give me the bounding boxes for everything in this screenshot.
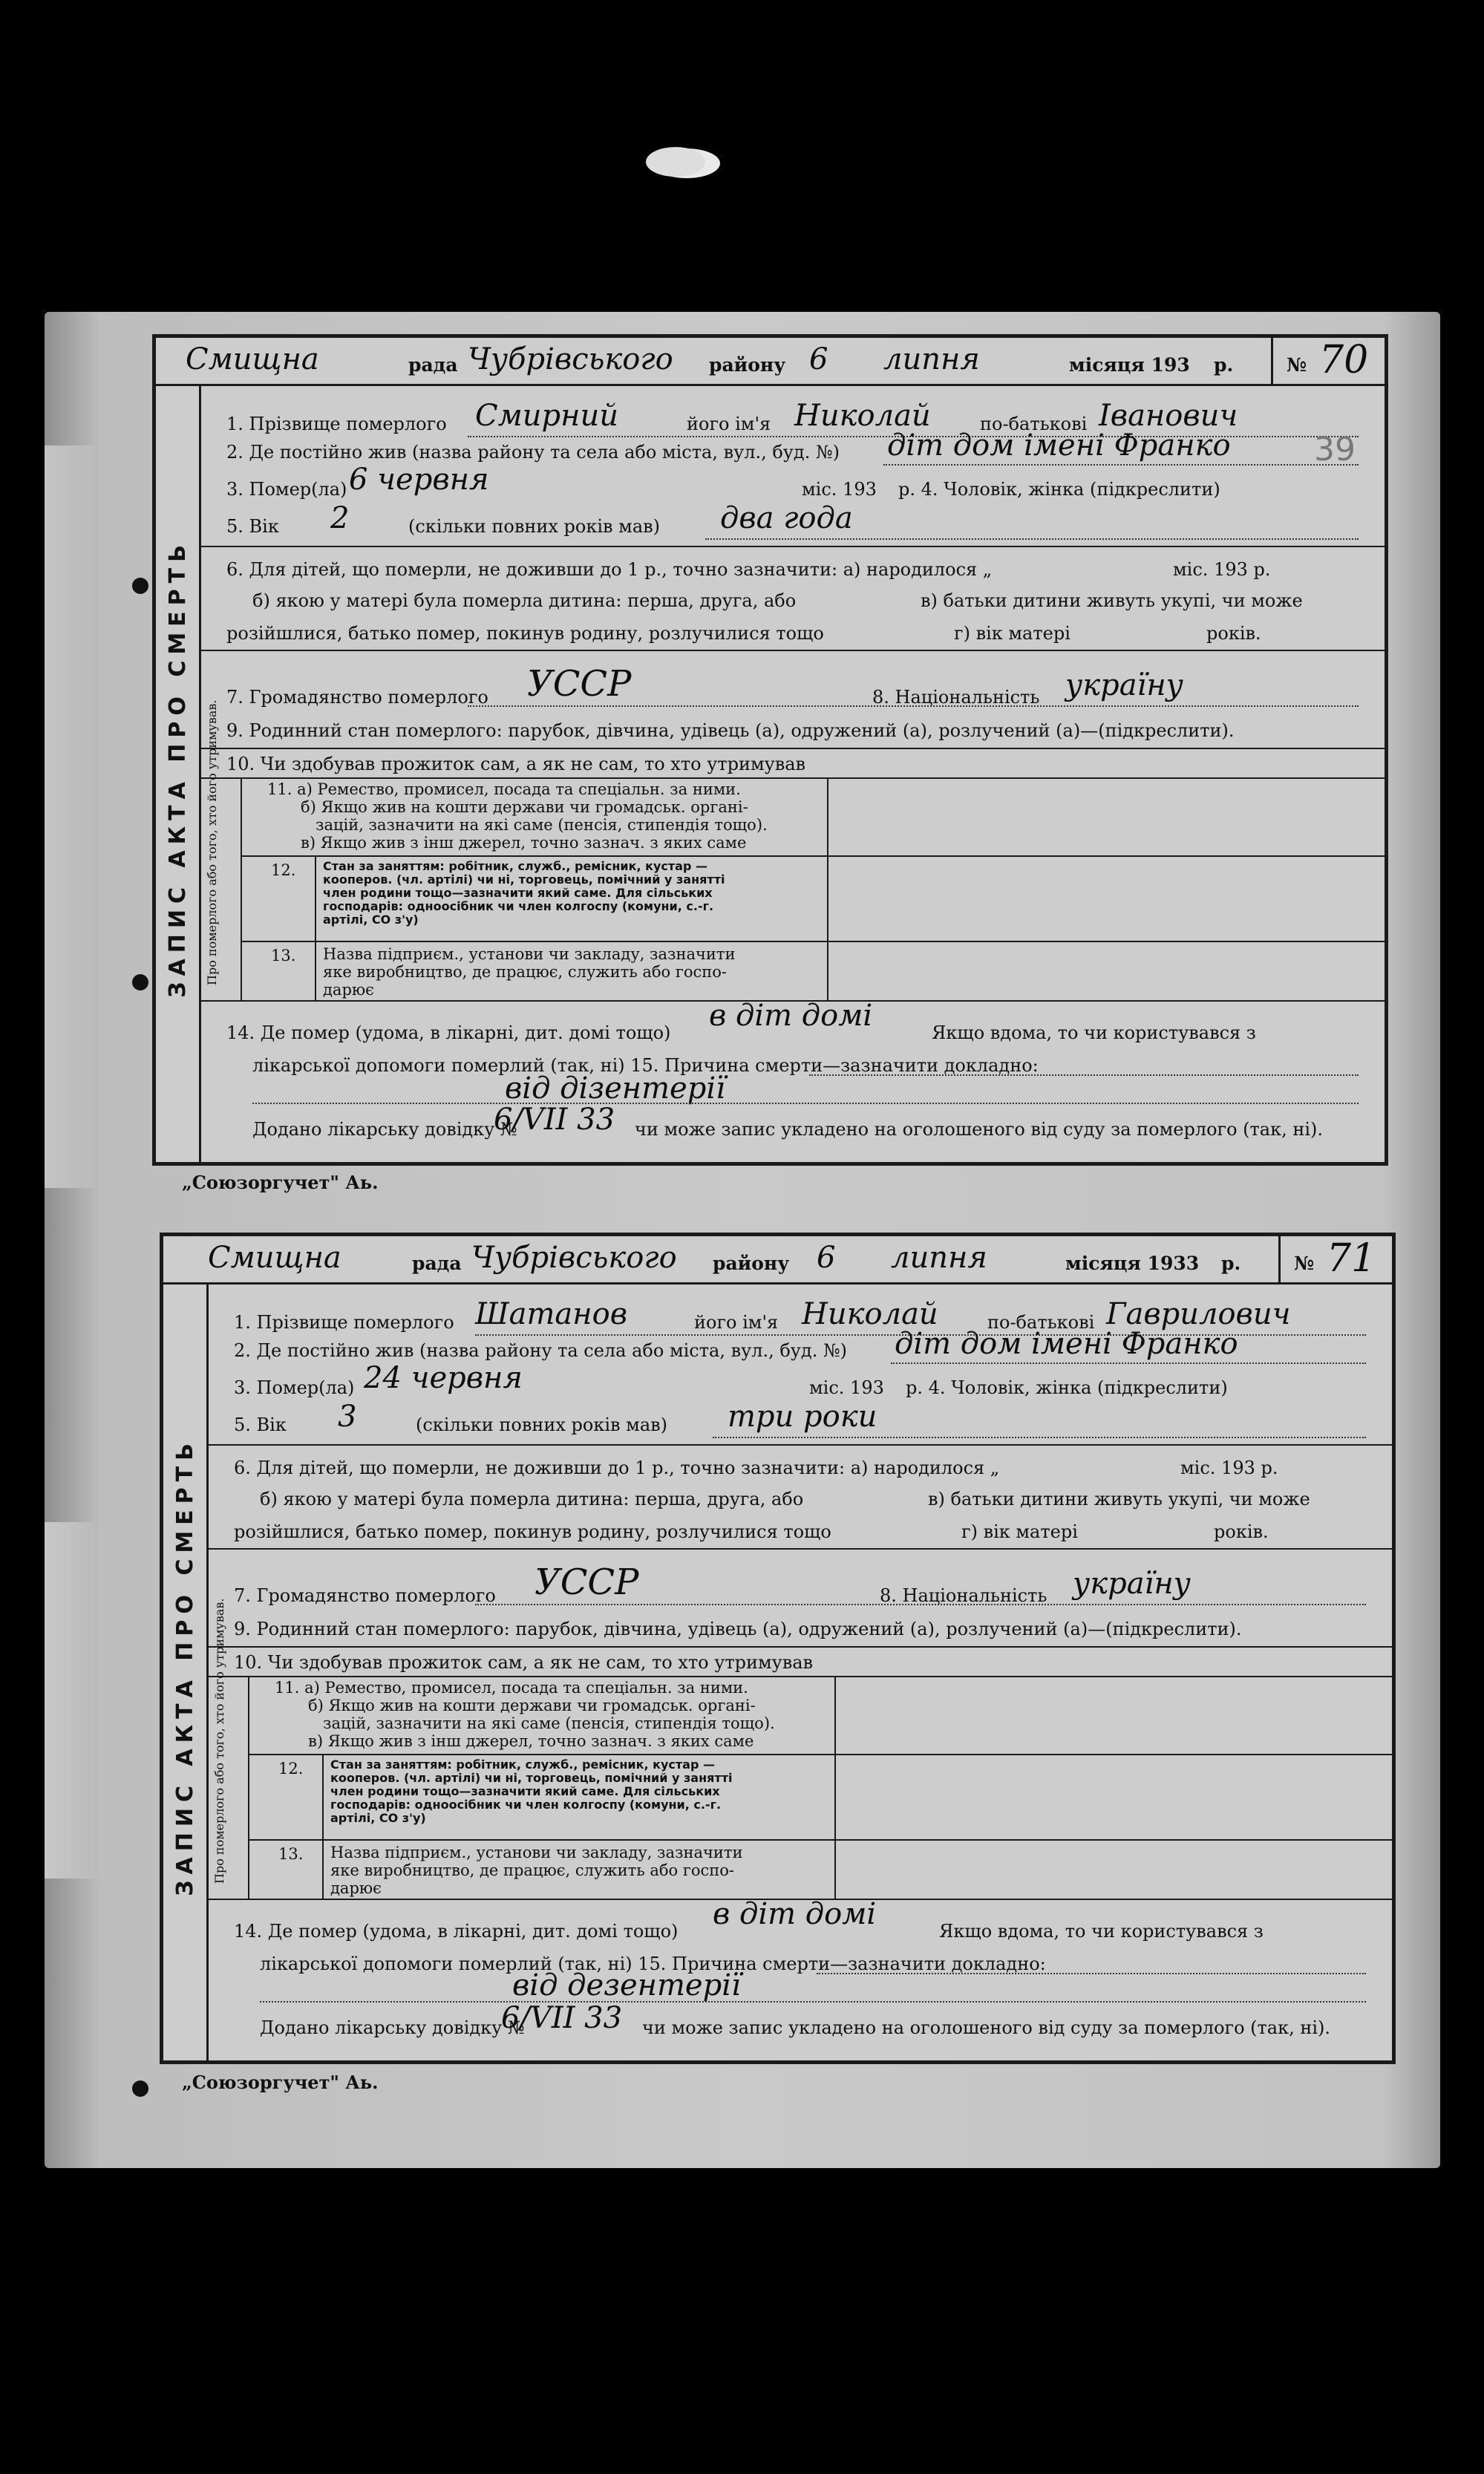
q11-a: 11. а) Ремество, промисел, посада та спеціальн. за ними. bbox=[275, 1679, 748, 1697]
dotted-line bbox=[883, 464, 1359, 466]
court-label: чи може запис укладено на оголошеного від суду за померлого (так, ні). bbox=[635, 1119, 1324, 1140]
district-name: Чубрівського bbox=[471, 1241, 677, 1275]
infant-line-3: розійшлися, батько помер, покинув родину, розлучилися тощо bbox=[226, 623, 824, 644]
certificate-label: Додано лікарську довідку № bbox=[260, 2017, 525, 2038]
citizenship-label: 7. Громадянство померлого bbox=[234, 1585, 496, 1606]
surname-label: 1. Прізвище померлого bbox=[234, 1312, 454, 1333]
citizenship-value: УССР bbox=[535, 1561, 639, 1603]
rada-label: рада bbox=[408, 354, 458, 376]
rule bbox=[206, 1444, 1392, 1446]
cause-value: від дезентерії bbox=[512, 1968, 741, 2003]
cause-label: лікарської допомоги померлий (так, ні) 15. Причина смерти—зазначити докладно: bbox=[252, 1055, 1039, 1076]
infant-line-3b: г) вік матері bbox=[961, 1521, 1078, 1542]
residence-label: 2. Де постійно жив (назва району та села або міста, вул., буд. №) bbox=[226, 442, 840, 463]
death-record-card-1 bbox=[152, 334, 1388, 1166]
nationality-label: 8. Національність bbox=[872, 687, 1040, 708]
rule bbox=[248, 1754, 1392, 1755]
marital-label: 9. Родинний стан померлого: парубок, дівчина, удівець (а), одружений (а), розлучений (а)—(підкреслити). bbox=[226, 720, 1235, 741]
q12-num: 12. bbox=[271, 861, 296, 879]
rule bbox=[241, 855, 1385, 857]
dotted-line bbox=[475, 1604, 1366, 1605]
q12-line-2: кооперов. (чл. артілі) чи ні, торговець, помічний у занятті bbox=[323, 872, 725, 887]
rule bbox=[248, 1754, 324, 1839]
q12-line-5: артілі, СО з'у) bbox=[330, 1811, 426, 1825]
cause-label: лікарської допомоги померлий (так, ні) 15. Причина смерти—зазначити докладно: bbox=[260, 1954, 1046, 1974]
dotted-line bbox=[809, 1074, 1359, 1076]
residence-label: 2. Де постійно жив (назва району та села або міста, вул., буд. №) bbox=[234, 1340, 848, 1361]
torn-margin bbox=[45, 1522, 97, 1879]
nationality-label: 8. Національність bbox=[880, 1585, 1047, 1606]
death-place-label: 14. Де помер (удома, в лікарні, дит. домі тощо) bbox=[234, 1921, 679, 1942]
residence-value: діт дом імені Франко bbox=[887, 428, 1231, 463]
q13-line-3: дарює bbox=[330, 1879, 382, 1897]
residence-value: діт дом імені Франко bbox=[895, 1327, 1238, 1361]
death-place-value: в діт домі bbox=[709, 999, 873, 1033]
q12-line-1: Стан за заняттям: робітник, служб., ремісник, кустар — bbox=[323, 859, 707, 873]
year-suffix: р. bbox=[1221, 1253, 1241, 1274]
died-value: 6 червня bbox=[349, 463, 489, 497]
q13-num: 13. bbox=[271, 947, 296, 965]
record-day: 6 bbox=[809, 342, 828, 376]
rayonu-label: району bbox=[713, 1253, 790, 1274]
died-label: 3. Помер(ла) bbox=[234, 1377, 355, 1398]
side-column bbox=[199, 699, 242, 1000]
q12-line-2: кооперов. (чл. артілі) чи ні, торговець, помічний у занятті bbox=[330, 1771, 733, 1785]
death-place-label: 14. Де помер (удома, в лікарні, дит. домі тощо) bbox=[226, 1022, 671, 1043]
infant-line-2b: в) батьки дитини живуть укупі, чи може bbox=[921, 590, 1303, 611]
age-words: три роки bbox=[728, 1400, 877, 1434]
dotted-line bbox=[817, 1973, 1366, 1974]
rayonu-label: району bbox=[709, 354, 786, 376]
record-number-box bbox=[1271, 338, 1385, 384]
cause-value: від дізентерії bbox=[505, 1071, 725, 1106]
infant-line-1b: міс. 193 р. bbox=[1180, 1458, 1278, 1478]
patronymic-label: по-батькові bbox=[980, 414, 1088, 434]
q13-line-2: яке виробництво, де працює, служить або госпо- bbox=[330, 1861, 734, 1879]
infant-line-2: б) якою у матері була померла дитина: перша, друга, або bbox=[252, 590, 797, 611]
age-paren: (скільки повних років мав) bbox=[416, 1414, 668, 1435]
q11-b: б) Якщо жив на кошти держави чи громадськ. органі- bbox=[308, 1697, 756, 1714]
age-label: 5. Вік bbox=[234, 1414, 287, 1435]
number-sign: № bbox=[1294, 1253, 1315, 1274]
rule bbox=[241, 941, 1385, 942]
patronymic-label: по-батькові bbox=[987, 1312, 1095, 1333]
q11-c: в) Якщо жив з інш джерел, точно зазнач. з яких саме bbox=[308, 1732, 754, 1750]
name-value: Николай bbox=[802, 1297, 938, 1331]
rule bbox=[206, 1646, 1392, 1648]
certificate-value: 6/VII 33 bbox=[501, 2001, 623, 2035]
vertical-title: ЗАПИС АКТА ПРО СМЕРТЬ bbox=[171, 1437, 198, 1896]
card-header bbox=[156, 338, 1385, 386]
punch-hole bbox=[132, 2080, 148, 2097]
surname-label: 1. Прізвище померлого bbox=[226, 414, 447, 434]
paper-speck bbox=[646, 147, 705, 177]
printer-mark: „Союзоргучет" Аь. bbox=[182, 2072, 379, 2093]
sex-label: р. 4. Чоловік, жінка (підкреслити) bbox=[898, 479, 1220, 500]
record-number: 70 bbox=[1319, 338, 1369, 382]
age-value: 3 bbox=[338, 1400, 357, 1434]
q11-b2: зацій, зазначити на які саме (пенсія, стипендія тощо). bbox=[316, 816, 768, 834]
rule bbox=[199, 748, 1385, 749]
q12-line-5: артілі, СО з'у) bbox=[323, 913, 419, 927]
rada-label: рада bbox=[412, 1253, 462, 1274]
infant-line-1: 6. Для дітей, що померли, не доживши до 1 р., точно зазначити: а) народилося „ bbox=[226, 559, 993, 580]
infant-line-2b: в) батьки дитини живуть укупі, чи може bbox=[928, 1489, 1310, 1509]
death-place-value: в діт домі bbox=[713, 1897, 877, 1931]
surname-value: Шатанов bbox=[475, 1297, 627, 1331]
patronymic-value: Гаврилович bbox=[1106, 1297, 1291, 1331]
q13-line-1: Назва підприєм., установи чи закладу, зазначити bbox=[323, 945, 736, 963]
q12-line-4: господарів: одноосібник чи член колгоспу (комуни, с.-г. bbox=[330, 1798, 722, 1812]
month-label: міс. 193 bbox=[802, 479, 877, 500]
record-day: 6 bbox=[817, 1241, 836, 1275]
infant-line-3b: г) вік матері bbox=[954, 623, 1070, 644]
citizenship-label: 7. Громадянство померлого bbox=[226, 687, 488, 708]
dotted-line bbox=[252, 1103, 1359, 1104]
punch-hole bbox=[132, 578, 148, 594]
infant-line-3c: років. bbox=[1206, 623, 1261, 644]
certificate-label: Додано лікарську довідку № bbox=[252, 1119, 517, 1140]
district-name: Чубрівського bbox=[468, 342, 673, 376]
dotted-line bbox=[705, 538, 1359, 540]
month-year-label: місяця 193 bbox=[1069, 354, 1190, 376]
q11-c: в) Якщо жив з інш джерел, точно зазнач. з яких саме bbox=[301, 834, 747, 852]
q11-a: 11. а) Ремество, промисел, посада та спеціальн. за ними. bbox=[267, 780, 741, 798]
infant-line-3c: років. bbox=[1214, 1521, 1269, 1542]
citizenship-value: УССР bbox=[527, 663, 632, 705]
dotted-line bbox=[260, 2001, 1366, 2003]
age-words: два года bbox=[720, 501, 853, 535]
rule bbox=[199, 546, 1385, 547]
rule bbox=[206, 1548, 1392, 1550]
side-column bbox=[206, 1598, 249, 1899]
infant-line-2: б) якою у матері була померла дитина: перша, друга, або bbox=[260, 1489, 804, 1509]
q13-num: 13. bbox=[278, 1845, 304, 1863]
dotted-line bbox=[713, 1437, 1366, 1438]
rule bbox=[199, 650, 1385, 651]
nationality-value: україну bbox=[1073, 1567, 1191, 1601]
q12-line-4: господарів: одноосібник чи член колгоспу (комуни, с.-г. bbox=[323, 899, 714, 913]
home-care-label: Якщо вдома, то чи користувався з bbox=[939, 1921, 1264, 1942]
q12-line-1: Стан за заняттям: робітник, служб., ремісник, кустар — bbox=[330, 1757, 715, 1772]
certificate-value: 6/VII 33 bbox=[494, 1103, 615, 1137]
rule bbox=[241, 855, 316, 941]
support-label: 10. Чи здобував прожиток сам, а як не сам, то хто утримував bbox=[234, 1652, 814, 1673]
home-care-label: Якщо вдома, то чи користувався з bbox=[932, 1022, 1256, 1043]
q12-line-3: член родини тощо—зазначити який саме. Для сільських bbox=[330, 1784, 720, 1798]
court-label: чи може запис укладено на оголошеного від суду за померлого (так, ні). bbox=[642, 2017, 1331, 2038]
card-header bbox=[163, 1236, 1392, 1285]
surname-value: Смирний bbox=[475, 399, 619, 433]
torn-margin bbox=[45, 445, 97, 1188]
village-name: Смищна bbox=[208, 1241, 341, 1275]
village-name: Смищна bbox=[186, 342, 319, 376]
nationality-value: україну bbox=[1065, 668, 1183, 702]
infant-line-1: 6. Для дітей, що померли, не доживши до 1 р., точно зазначити: а) народилося „ bbox=[234, 1458, 1000, 1478]
name-value: Николай bbox=[794, 399, 931, 433]
patronymic-value: Іванович bbox=[1099, 399, 1238, 433]
record-number: 71 bbox=[1327, 1236, 1376, 1281]
printer-mark: „Союзоргучет" Аь. bbox=[182, 1172, 379, 1193]
infant-line-3: розійшлися, батько помер, покинув родину, розлучилися тощо bbox=[234, 1521, 831, 1542]
name-label: його ім'я bbox=[694, 1312, 779, 1333]
died-label: 3. Помер(ла) bbox=[226, 479, 347, 500]
age-value: 2 bbox=[330, 501, 350, 535]
q13-line-1: Назва підприєм., установи чи закладу, зазначити bbox=[330, 1844, 743, 1861]
month-label: міс. 193 bbox=[809, 1377, 884, 1398]
q13-line-2: яке виробництво, де працює, служить або госпо- bbox=[323, 963, 727, 981]
died-value: 24 червня bbox=[364, 1361, 523, 1395]
punch-hole bbox=[132, 974, 148, 990]
side-note: Про померлого або того, хто його утримував. bbox=[205, 699, 219, 985]
death-record-card-2 bbox=[160, 1233, 1396, 2064]
marital-label: 9. Родинний стан померлого: парубок, дівчина, удівець (а), одружений (а), розлучений (а)—(підкреслити). bbox=[234, 1619, 1242, 1639]
q11-b: б) Якщо жив на кошти держави чи громадськ. органі- bbox=[301, 798, 748, 816]
record-month: липня bbox=[883, 342, 980, 376]
q12-line-3: член родини тощо—зазначити який саме. Для сільських bbox=[323, 886, 713, 900]
q12-num: 12. bbox=[278, 1760, 304, 1778]
record-number-box bbox=[1278, 1236, 1392, 1282]
number-sign: № bbox=[1287, 354, 1307, 376]
side-note: Про померлого або того, хто його утримував. bbox=[212, 1598, 226, 1884]
age-paren: (скільки повних років мав) bbox=[408, 516, 661, 537]
sex-label: р. 4. Чоловік, жінка (підкреслити) bbox=[906, 1377, 1228, 1398]
age-label: 5. Вік bbox=[226, 516, 279, 537]
rule bbox=[248, 1839, 1392, 1841]
dotted-line bbox=[468, 705, 1359, 707]
year-suffix: р. bbox=[1214, 354, 1234, 376]
dotted-line bbox=[891, 1362, 1366, 1364]
support-label: 10. Чи здобував прожиток сам, а як не сам, то хто утримував bbox=[226, 754, 806, 774]
q11-b2: зацій, зазначити на які саме (пенсія, стипендія тощо). bbox=[323, 1714, 775, 1732]
infant-line-1b: міс. 193 р. bbox=[1173, 559, 1271, 580]
pencil-number: 39 bbox=[1314, 431, 1356, 469]
month-year-label: місяця 1933 bbox=[1065, 1253, 1200, 1274]
vertical-title: ЗАПИС АКТА ПРО СМЕРТЬ bbox=[164, 539, 191, 998]
q13-line-3: дарює bbox=[323, 981, 374, 999]
name-label: його ім'я bbox=[687, 414, 771, 434]
record-month: липня bbox=[891, 1241, 987, 1275]
